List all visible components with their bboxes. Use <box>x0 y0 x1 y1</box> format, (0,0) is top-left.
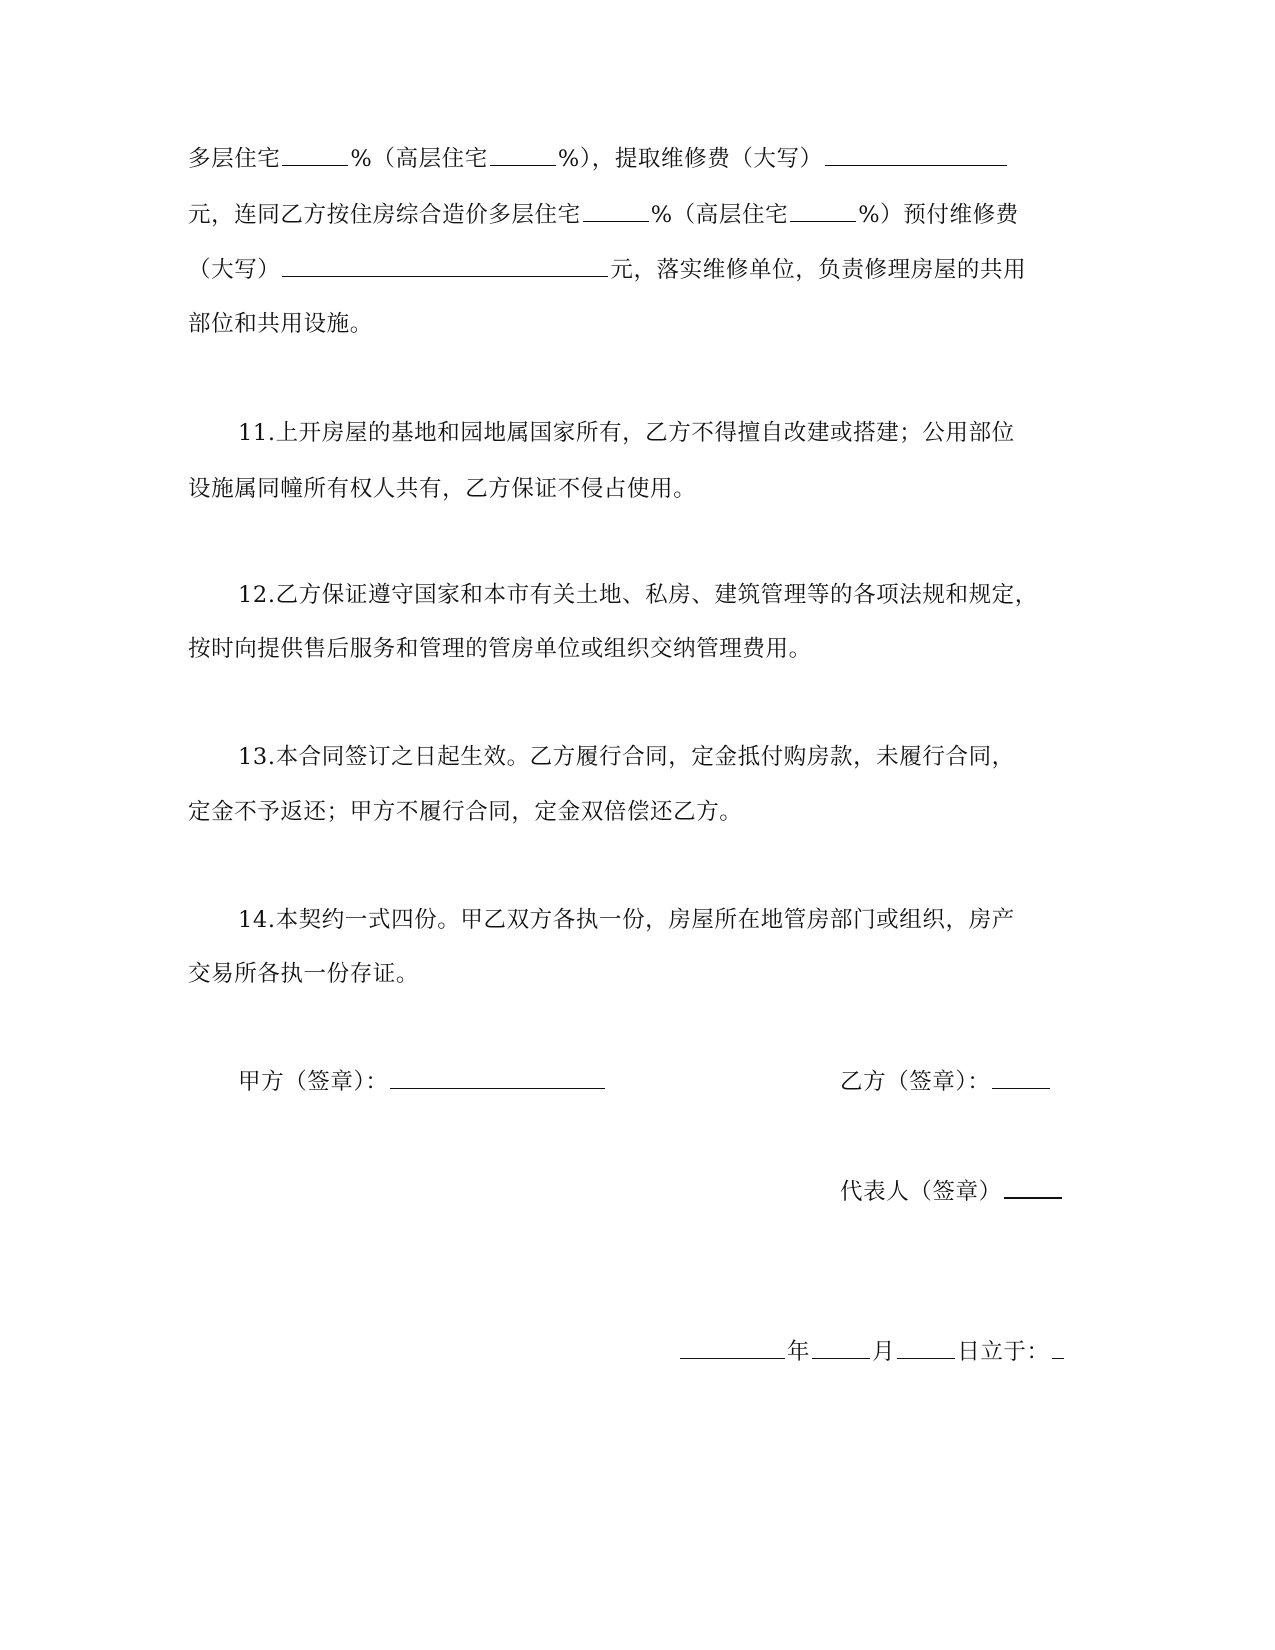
paragraph-13-line-2: 定金不予返还；甲方不履行合同，定金双倍偿还乙方。 <box>188 799 743 825</box>
party-a-signature <box>238 1066 607 1097</box>
representative-label: 代表人（签章） <box>840 1179 1002 1205</box>
text: %）预付维修费 <box>858 202 1019 228</box>
party-a-label: 甲方（签章）： <box>238 1069 389 1095</box>
party-b-signature-blank <box>992 1066 1050 1089</box>
paragraph-10-line-2 <box>188 199 1019 230</box>
fill-blank <box>490 143 556 166</box>
text: %（高层住宅 <box>350 146 488 172</box>
party-b-label: 乙方（签章）： <box>840 1069 991 1095</box>
date-line <box>678 1336 1066 1367</box>
day-signed-label: 日立于： <box>957 1339 1050 1365</box>
party-b-signature <box>840 1066 1052 1097</box>
paragraph-11-line-1: 11.上开房屋的基地和园地属国家所有，乙方不得擅自改建或搭建；公用部位 <box>238 420 1015 446</box>
year-blank <box>680 1336 785 1359</box>
text: %（高层住宅 <box>650 202 789 228</box>
paragraph-12-line-2: 按时向提供售后服务和管理的管房单位或组织交纳管理费用。 <box>188 636 812 662</box>
paragraph-10-line-4 <box>188 309 373 339</box>
month-blank <box>812 1336 870 1359</box>
fill-blank <box>825 143 1007 166</box>
representative-signature-blank <box>1004 1175 1062 1199</box>
paragraph-14-line-1: 14.本契约一式四份。甲乙双方各执一份，房屋所在地管房部门或组织，房产 <box>238 907 1015 933</box>
paragraph-10-line-3 <box>188 254 1026 285</box>
text: 元，落实维修单位，负责修理房屋的共用 <box>610 257 1027 283</box>
year-label: 年 <box>787 1339 811 1365</box>
text: %），提取维修费（大写） <box>557 146 823 172</box>
fill-blank <box>282 143 348 166</box>
text: （大写） <box>188 257 281 283</box>
party-a-signature-blank <box>390 1066 605 1089</box>
paragraph-14-line-2: 交易所各执一份存证。 <box>188 961 420 987</box>
fill-blank <box>282 254 608 277</box>
paragraph-12-line-1: 12.乙方保证遵守国家和本市有关土地、私房、建筑管理等的各项法规和规定， <box>238 582 1038 608</box>
paragraph-11-line-2: 设施属同幢所有权人共有，乙方保证不侵占使用。 <box>188 476 697 502</box>
month-label: 月 <box>872 1339 896 1365</box>
representative-signature <box>840 1175 1064 1207</box>
text: 部位和共用设施。 <box>188 311 373 337</box>
fill-blank <box>583 199 649 222</box>
fill-blank <box>790 199 856 222</box>
text: 元，连同乙方按住房综合造价多层住宅 <box>188 202 581 228</box>
paragraph-10-line-1 <box>188 143 1009 174</box>
paragraph-13-line-1: 13.本合同签订之日起生效。乙方履行合同，定金抵付购房款，未履行合同， <box>238 744 1015 770</box>
text: 多层住宅 <box>188 146 281 172</box>
place-blank <box>1052 1336 1064 1359</box>
day-blank <box>897 1336 955 1359</box>
